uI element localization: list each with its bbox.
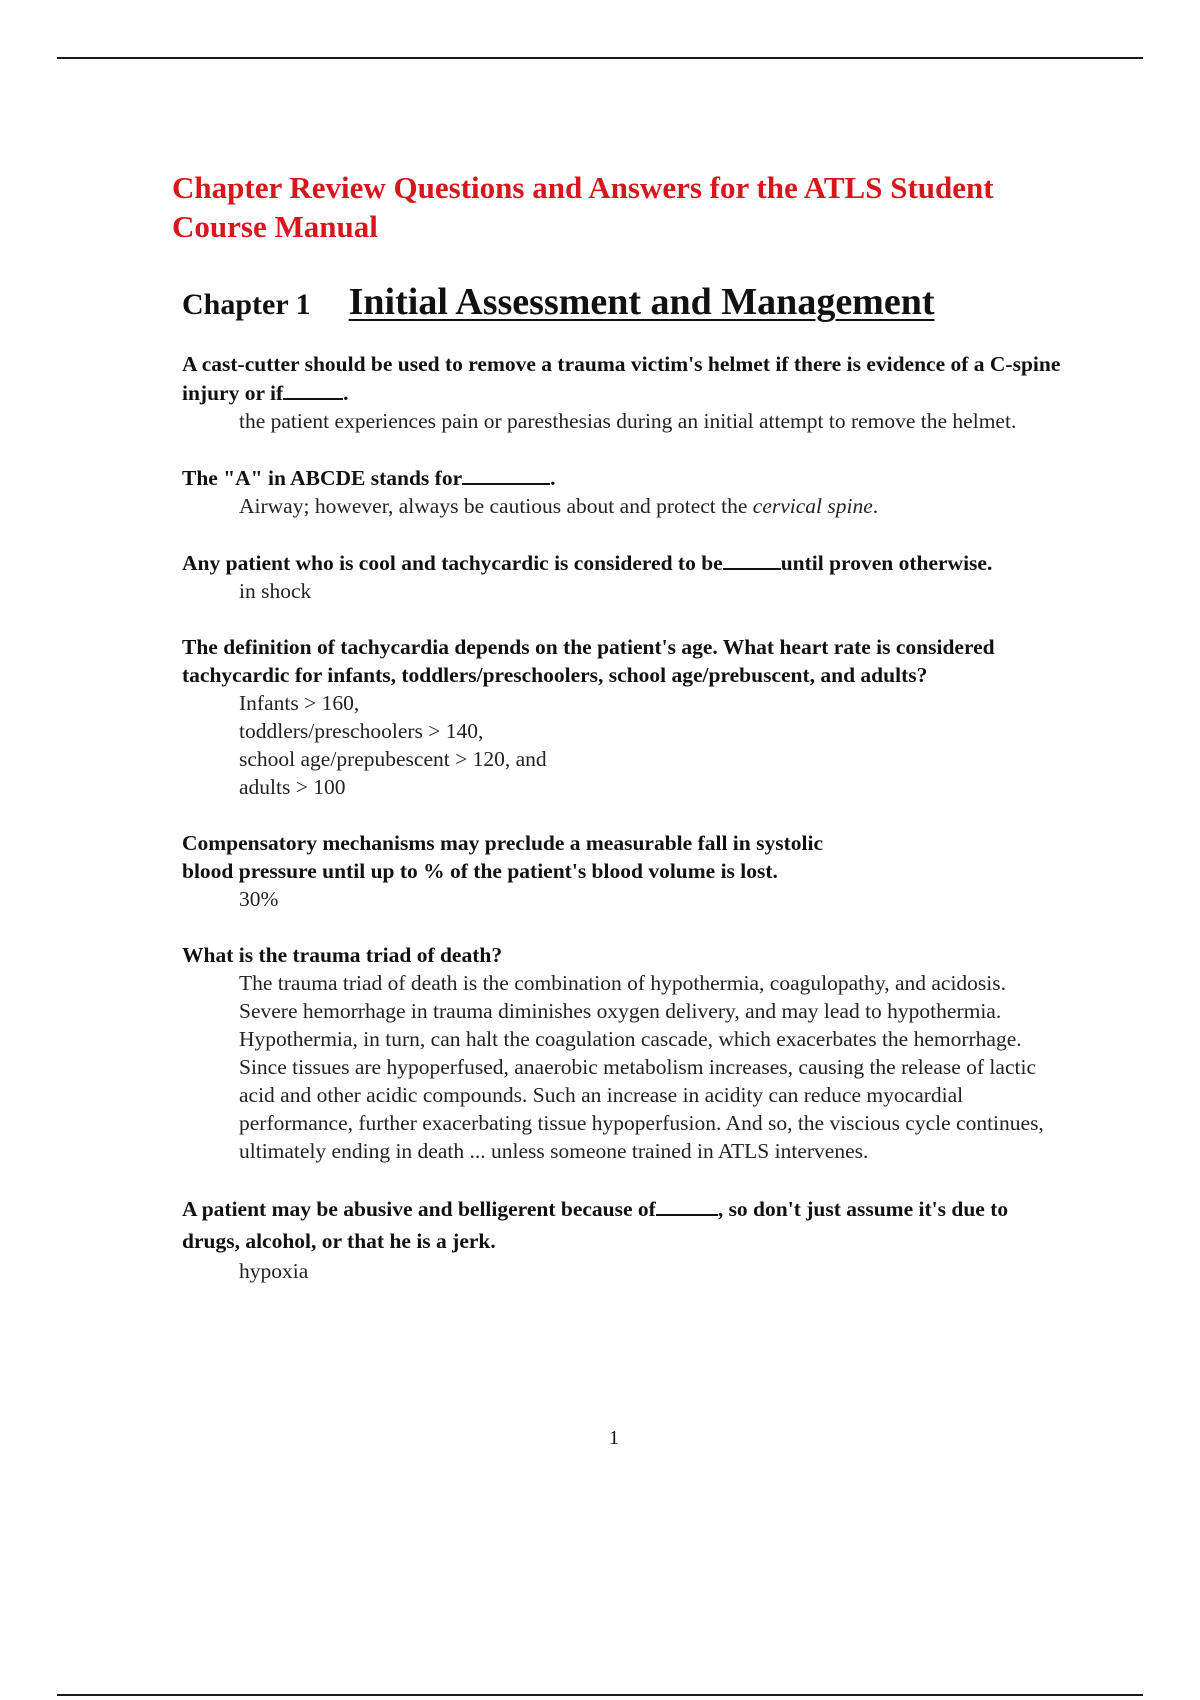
qa-item — [182, 1193, 1062, 1285]
answer-line: adults > 100 — [239, 775, 346, 799]
chapter-heading — [182, 280, 1082, 324]
answer — [239, 492, 1062, 520]
qa-item — [182, 633, 1062, 801]
question-text-end: . — [550, 466, 556, 490]
question-text: Any patient who is cool and tachycardic is considered to be — [182, 551, 723, 575]
bottom-rule — [57, 1694, 1143, 1696]
answer-blank — [723, 548, 781, 570]
qa-item — [182, 463, 1062, 520]
question — [182, 829, 1062, 885]
question-text-end: . — [343, 381, 349, 405]
answer: 30% — [239, 887, 279, 911]
question-line: Compensatory mechanisms may preclude a measurable fall in systolic — [182, 831, 823, 855]
answer-text: Airway; however, always be cautious about and protect the — [239, 494, 753, 518]
answer-line: toddlers/preschoolers > 140, — [239, 719, 484, 743]
question: What is the trauma triad of death? — [182, 943, 503, 967]
document-title: Chapter Review Questions and Answers for the ATLS Student Course Manual — [172, 170, 994, 244]
question: The definition of tachycardia depends on the patient's age. What heart rate is considered tachycardic for infants, toddlers/preschoolers, school age/prebuscent, and adults? — [182, 635, 995, 687]
answer: the patient experiences pain or paresthesias during an initial attempt to remove the helmet. — [239, 409, 1017, 433]
question — [182, 350, 1062, 407]
qa-item — [182, 548, 1062, 605]
page-number: 1 — [609, 1427, 619, 1449]
question-text: The "A" in ABCDE stands for — [182, 466, 463, 490]
question — [182, 1193, 1062, 1257]
question-text-end: until proven otherwise. — [780, 551, 993, 575]
answer-line: Infants > 160, — [239, 691, 360, 715]
question-text: A cast-cutter should be used to remove a trauma victim's helmet if there is evidence of a C-spine injury or if — [182, 352, 1061, 405]
answer-emphasis: cervical spine — [752, 494, 873, 518]
qa-item — [182, 350, 1062, 435]
answer-blank — [462, 463, 550, 485]
answer-line: school age/prepubescent > 120, and — [239, 747, 547, 771]
question-list — [182, 350, 1062, 1313]
question — [182, 548, 1062, 577]
question — [182, 463, 1062, 492]
answer — [239, 689, 1062, 801]
chapter-title: Initial Assessment and Management — [348, 281, 935, 323]
answer-text-end: . — [872, 494, 879, 518]
question-text-end: , so don't just assume it's due to drugs, alcohol, or that he is a jerk. — [182, 1197, 1009, 1253]
question-line: blood pressure until up to % of the patient's blood volume is lost. — [182, 859, 778, 883]
top-rule — [57, 57, 1143, 59]
answer-blank — [656, 1194, 718, 1216]
qa-item — [182, 829, 1062, 913]
qa-item — [182, 941, 1062, 1165]
chapter-label: Chapter 1 — [182, 288, 311, 321]
answer-blank — [283, 378, 343, 400]
answer: hypoxia — [239, 1259, 309, 1283]
question-text: A patient may be abusive and belligerent because of — [182, 1197, 656, 1221]
answer: in shock — [239, 579, 312, 603]
answer: The trauma triad of death is the combination of hypothermia, coagulopathy, and acidosis. Severe hemorrhage in trauma diminishes oxygen delivery, and may lead to hypothermia. Hypothermia, in turn, can halt the coagulation cascade, which exacerbates the hemorrhage. Since tissues are hypoperfused, anaerobic metabolism increases, causing the release of lactic acid and other acidic compounds. Such an increase in acidity can reduce myocardial performance, further exacerbating tissue hypoperfusion. And so, the viscious cycle continues, ultimately ending in death ... unless someone trained in ATLS intervenes. — [239, 971, 1044, 1163]
